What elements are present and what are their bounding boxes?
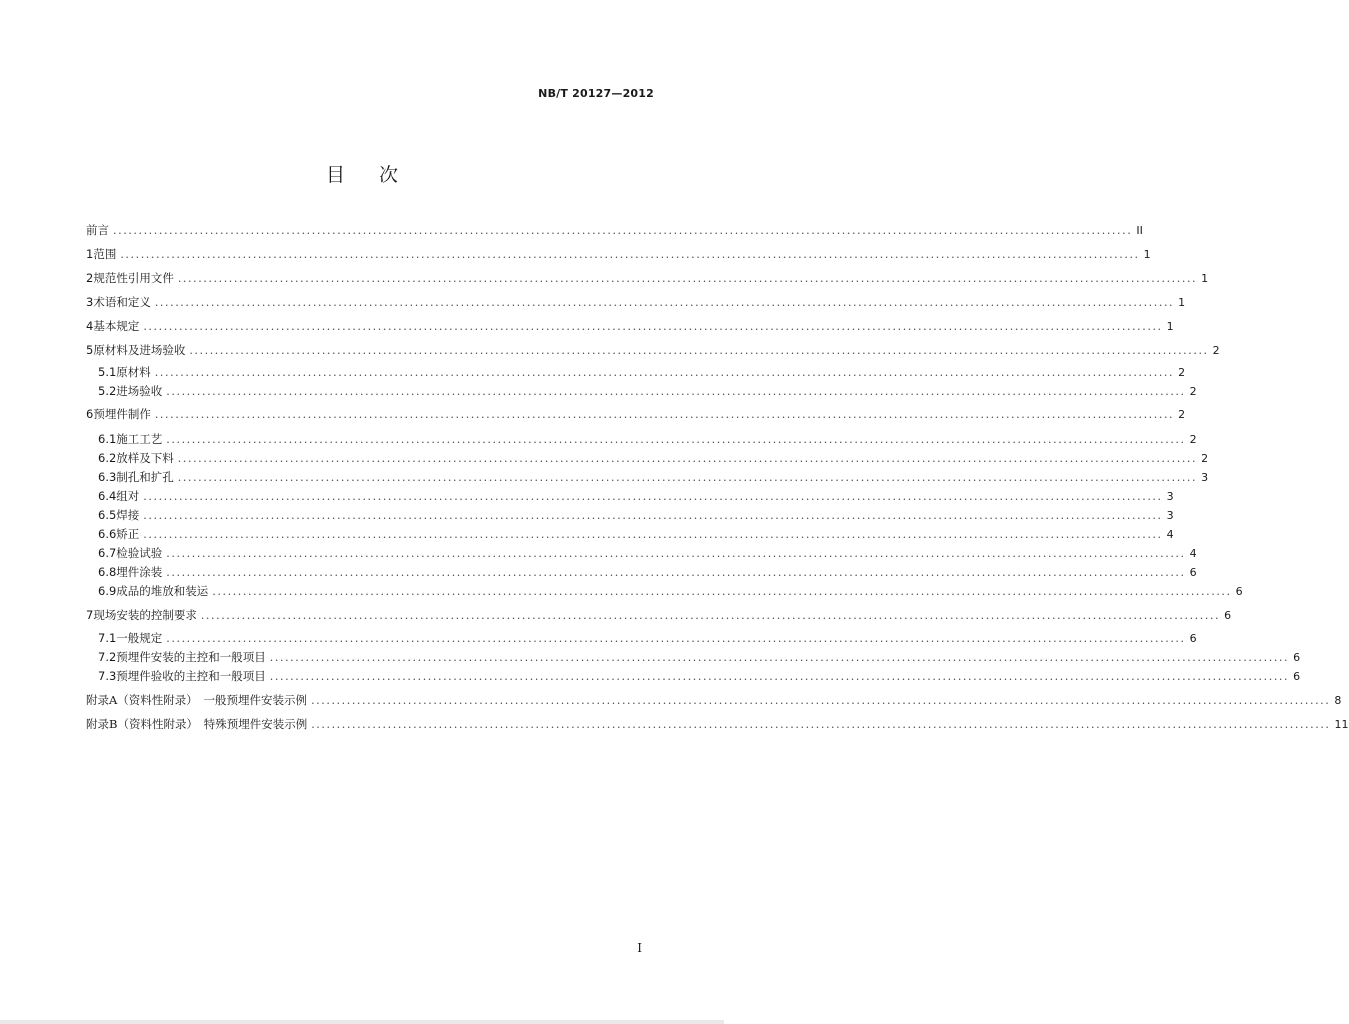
toc-entry-page: 1 <box>1201 271 1209 285</box>
toc-entry-label: 埋件涂装 <box>116 565 163 579</box>
toc-entry-page: 6 <box>1293 650 1301 664</box>
toc-entry-page: 6 <box>1235 584 1243 598</box>
toc-entry[interactable] <box>0 318 1174 334</box>
toc-entry-page: 1 <box>1178 295 1186 309</box>
toc-entry-number: 6.8 <box>98 565 117 579</box>
toc-entry[interactable] <box>0 222 1143 238</box>
toc-entry-number: 6 <box>86 407 94 421</box>
toc-leader-dots: ........................................................................................................................................................................................................ <box>311 717 1331 731</box>
toc-entry[interactable] <box>0 668 1301 684</box>
toc-entry-page: 3 <box>1166 489 1174 503</box>
toc-entry-label: 原材料 <box>116 365 151 379</box>
toc-leader-dots: ........................................................................................................................................................................................................ <box>113 223 1133 237</box>
toc-entry[interactable] <box>0 450 1209 466</box>
toc-entry-number: 7.1 <box>98 631 117 645</box>
toc-entry-label: 制孔和扩孔 <box>116 470 174 484</box>
toc-entry-label: 预埋件安装的主控和一般项目 <box>116 650 266 664</box>
toc-entry-label: 前言 <box>86 223 109 237</box>
toc-entry-number: 7.2 <box>98 650 117 664</box>
toc-entry[interactable] <box>0 692 1342 708</box>
toc-entry-number: 1 <box>86 247 94 261</box>
toc-entry[interactable] <box>0 564 1197 580</box>
toc-entry-number: 2 <box>86 271 94 285</box>
toc-leader-dots: ........................................................................................................................................................................................................ <box>177 451 1198 465</box>
toc-entry-page: 6 <box>1189 631 1197 645</box>
toc-entry[interactable] <box>0 607 1232 623</box>
toc-entry-page: 2 <box>1178 365 1186 379</box>
toc-entry-number: 6.2 <box>98 451 117 465</box>
toc-entry-number: 4 <box>86 319 94 333</box>
toc-entry-page: 11 <box>1334 717 1349 731</box>
toc-entry-page: 8 <box>1334 693 1342 707</box>
toc-entry[interactable] <box>0 583 1243 599</box>
bottom-divider <box>0 1020 724 1024</box>
toc-entry-page: 3 <box>1166 508 1174 522</box>
toc-entry-number: 5.2 <box>98 384 117 398</box>
toc-entry-label: 组对 <box>116 489 140 503</box>
toc-leader-dots: ........................................................................................................................................................................................................ <box>269 669 1290 683</box>
toc-entry-number: 6.1 <box>98 432 117 446</box>
page-title: 目次 <box>325 164 432 186</box>
toc-leader-dots: ........................................................................................................................................................................................................ <box>311 693 1331 707</box>
toc-entry-number: 7 <box>86 608 94 622</box>
toc-entry[interactable] <box>0 507 1174 523</box>
toc-entry-label: 焊接 <box>116 508 140 522</box>
toc-leader-dots: ........................................................................................................................................................................................................ <box>143 319 1163 333</box>
toc-entry-number: 6.6 <box>98 527 117 541</box>
toc-entry[interactable] <box>0 294 1186 310</box>
toc-entry-number: 5 <box>86 343 94 357</box>
toc-entry[interactable] <box>0 342 1220 358</box>
toc-entry-label: 现场安装的控制要求 <box>93 608 197 622</box>
toc-entry-label: 规范性引用文件 <box>93 271 174 285</box>
toc-entry-page: 4 <box>1189 546 1197 560</box>
toc-leader-dots: ........................................................................................................................................................................................................ <box>177 271 1198 285</box>
toc-entry[interactable] <box>0 431 1197 447</box>
toc-entry[interactable] <box>0 270 1209 286</box>
toc-entry[interactable] <box>0 406 1186 422</box>
toc-leader-dots: ........................................................................................................................................................................................................ <box>143 508 1163 522</box>
toc-entry-page: 1 <box>1166 319 1174 333</box>
toc-leader-dots: ........................................................................................................................................................................................................ <box>154 407 1175 421</box>
toc-entry-label: 一般规定 <box>116 631 163 645</box>
toc-entry-number: 5.1 <box>98 365 117 379</box>
toc-entry-page: 3 <box>1201 470 1209 484</box>
toc-entry-label: 放样及下料 <box>116 451 174 465</box>
toc-entry-number: 6.4 <box>98 489 117 503</box>
toc-leader-dots: ........................................................................................................................................................................................................ <box>120 247 1140 261</box>
toc-entry-label: 附录B（资料性附录） 特殊预埋件安装示例 <box>86 717 308 731</box>
toc-entry-page: 2 <box>1178 407 1186 421</box>
page-number: I <box>637 941 642 955</box>
toc-entry-number: 3 <box>86 295 94 309</box>
toc-entry[interactable] <box>0 630 1197 646</box>
toc-entry-page: 6 <box>1189 565 1197 579</box>
toc-entry-label: 预埋件制作 <box>93 407 151 421</box>
toc-leader-dots: ........................................................................................................................................................................................................ <box>166 631 1186 645</box>
toc-entry-page: 2 <box>1189 384 1197 398</box>
toc-entry-label: 预埋件验收的主控和一般项目 <box>116 669 266 683</box>
toc-entry-page: 2 <box>1212 343 1220 357</box>
toc-entry[interactable] <box>0 383 1197 399</box>
toc-entry[interactable] <box>0 488 1174 504</box>
toc-entry-page: 4 <box>1166 527 1174 541</box>
toc-entry-label: 范围 <box>93 247 117 261</box>
toc-entry-page: II <box>1136 223 1143 237</box>
toc-entry-label: 原材料及进场验收 <box>93 343 186 357</box>
toc-entry-number: 6.3 <box>98 470 117 484</box>
toc-entry-page: 1 <box>1143 247 1151 261</box>
toc-entry-page: 2 <box>1201 451 1209 465</box>
toc-leader-dots: ........................................................................................................................................................................................................ <box>154 365 1175 379</box>
toc-entry-label: 矫正 <box>116 527 140 541</box>
toc-leader-dots: ........................................................................................................................................................................................................ <box>143 527 1163 541</box>
toc-leader-dots: ........................................................................................................................................................................................................ <box>212 584 1232 598</box>
toc-entry-label: 基本规定 <box>93 319 140 333</box>
toc-leader-dots: ........................................................................................................................................................................................................ <box>166 565 1186 579</box>
toc-entry[interactable] <box>0 649 1301 665</box>
toc-leader-dots: ........................................................................................................................................................................................................ <box>166 546 1186 560</box>
toc-entry-label: 附录A（资料性附录） 一般预埋件安装示例 <box>86 693 308 707</box>
toc-entry-label: 进场验收 <box>116 384 163 398</box>
toc-leader-dots: ........................................................................................................................................................................................................ <box>166 384 1186 398</box>
standard-code: NB/T 20127—2012 <box>538 87 654 100</box>
toc-entry-label: 检验试验 <box>116 546 163 560</box>
toc-entry[interactable] <box>0 545 1197 561</box>
toc-leader-dots: ........................................................................................................................................................................................................ <box>189 343 1209 357</box>
toc-entry[interactable] <box>0 469 1209 485</box>
toc-entry-page: 6 <box>1224 608 1232 622</box>
toc-entry[interactable] <box>0 364 1186 380</box>
toc-entry[interactable] <box>0 246 1151 262</box>
toc-leader-dots: ........................................................................................................................................................................................................ <box>154 295 1175 309</box>
toc-entry[interactable] <box>0 526 1174 542</box>
toc-entry-label: 成品的堆放和装运 <box>116 584 209 598</box>
toc-entry-label: 术语和定义 <box>93 295 151 309</box>
toc-entry-number: 6.9 <box>98 584 117 598</box>
toc-entry-label: 施工工艺 <box>116 432 163 446</box>
toc-leader-dots: ........................................................................................................................................................................................................ <box>143 489 1163 503</box>
toc-leader-dots: ........................................................................................................................................................................................................ <box>269 650 1290 664</box>
toc-entry-number: 6.5 <box>98 508 117 522</box>
toc-leader-dots: ........................................................................................................................................................................................................ <box>177 470 1198 484</box>
toc-entry-number: 7.3 <box>98 669 117 683</box>
toc-leader-dots: ........................................................................................................................................................................................................ <box>200 608 1221 622</box>
toc-leader-dots: ........................................................................................................................................................................................................ <box>166 432 1186 446</box>
toc-entry[interactable] <box>0 716 1349 732</box>
toc-entry-page: 6 <box>1293 669 1301 683</box>
toc-entry-page: 2 <box>1189 432 1197 446</box>
toc-entry-number: 6.7 <box>98 546 117 560</box>
